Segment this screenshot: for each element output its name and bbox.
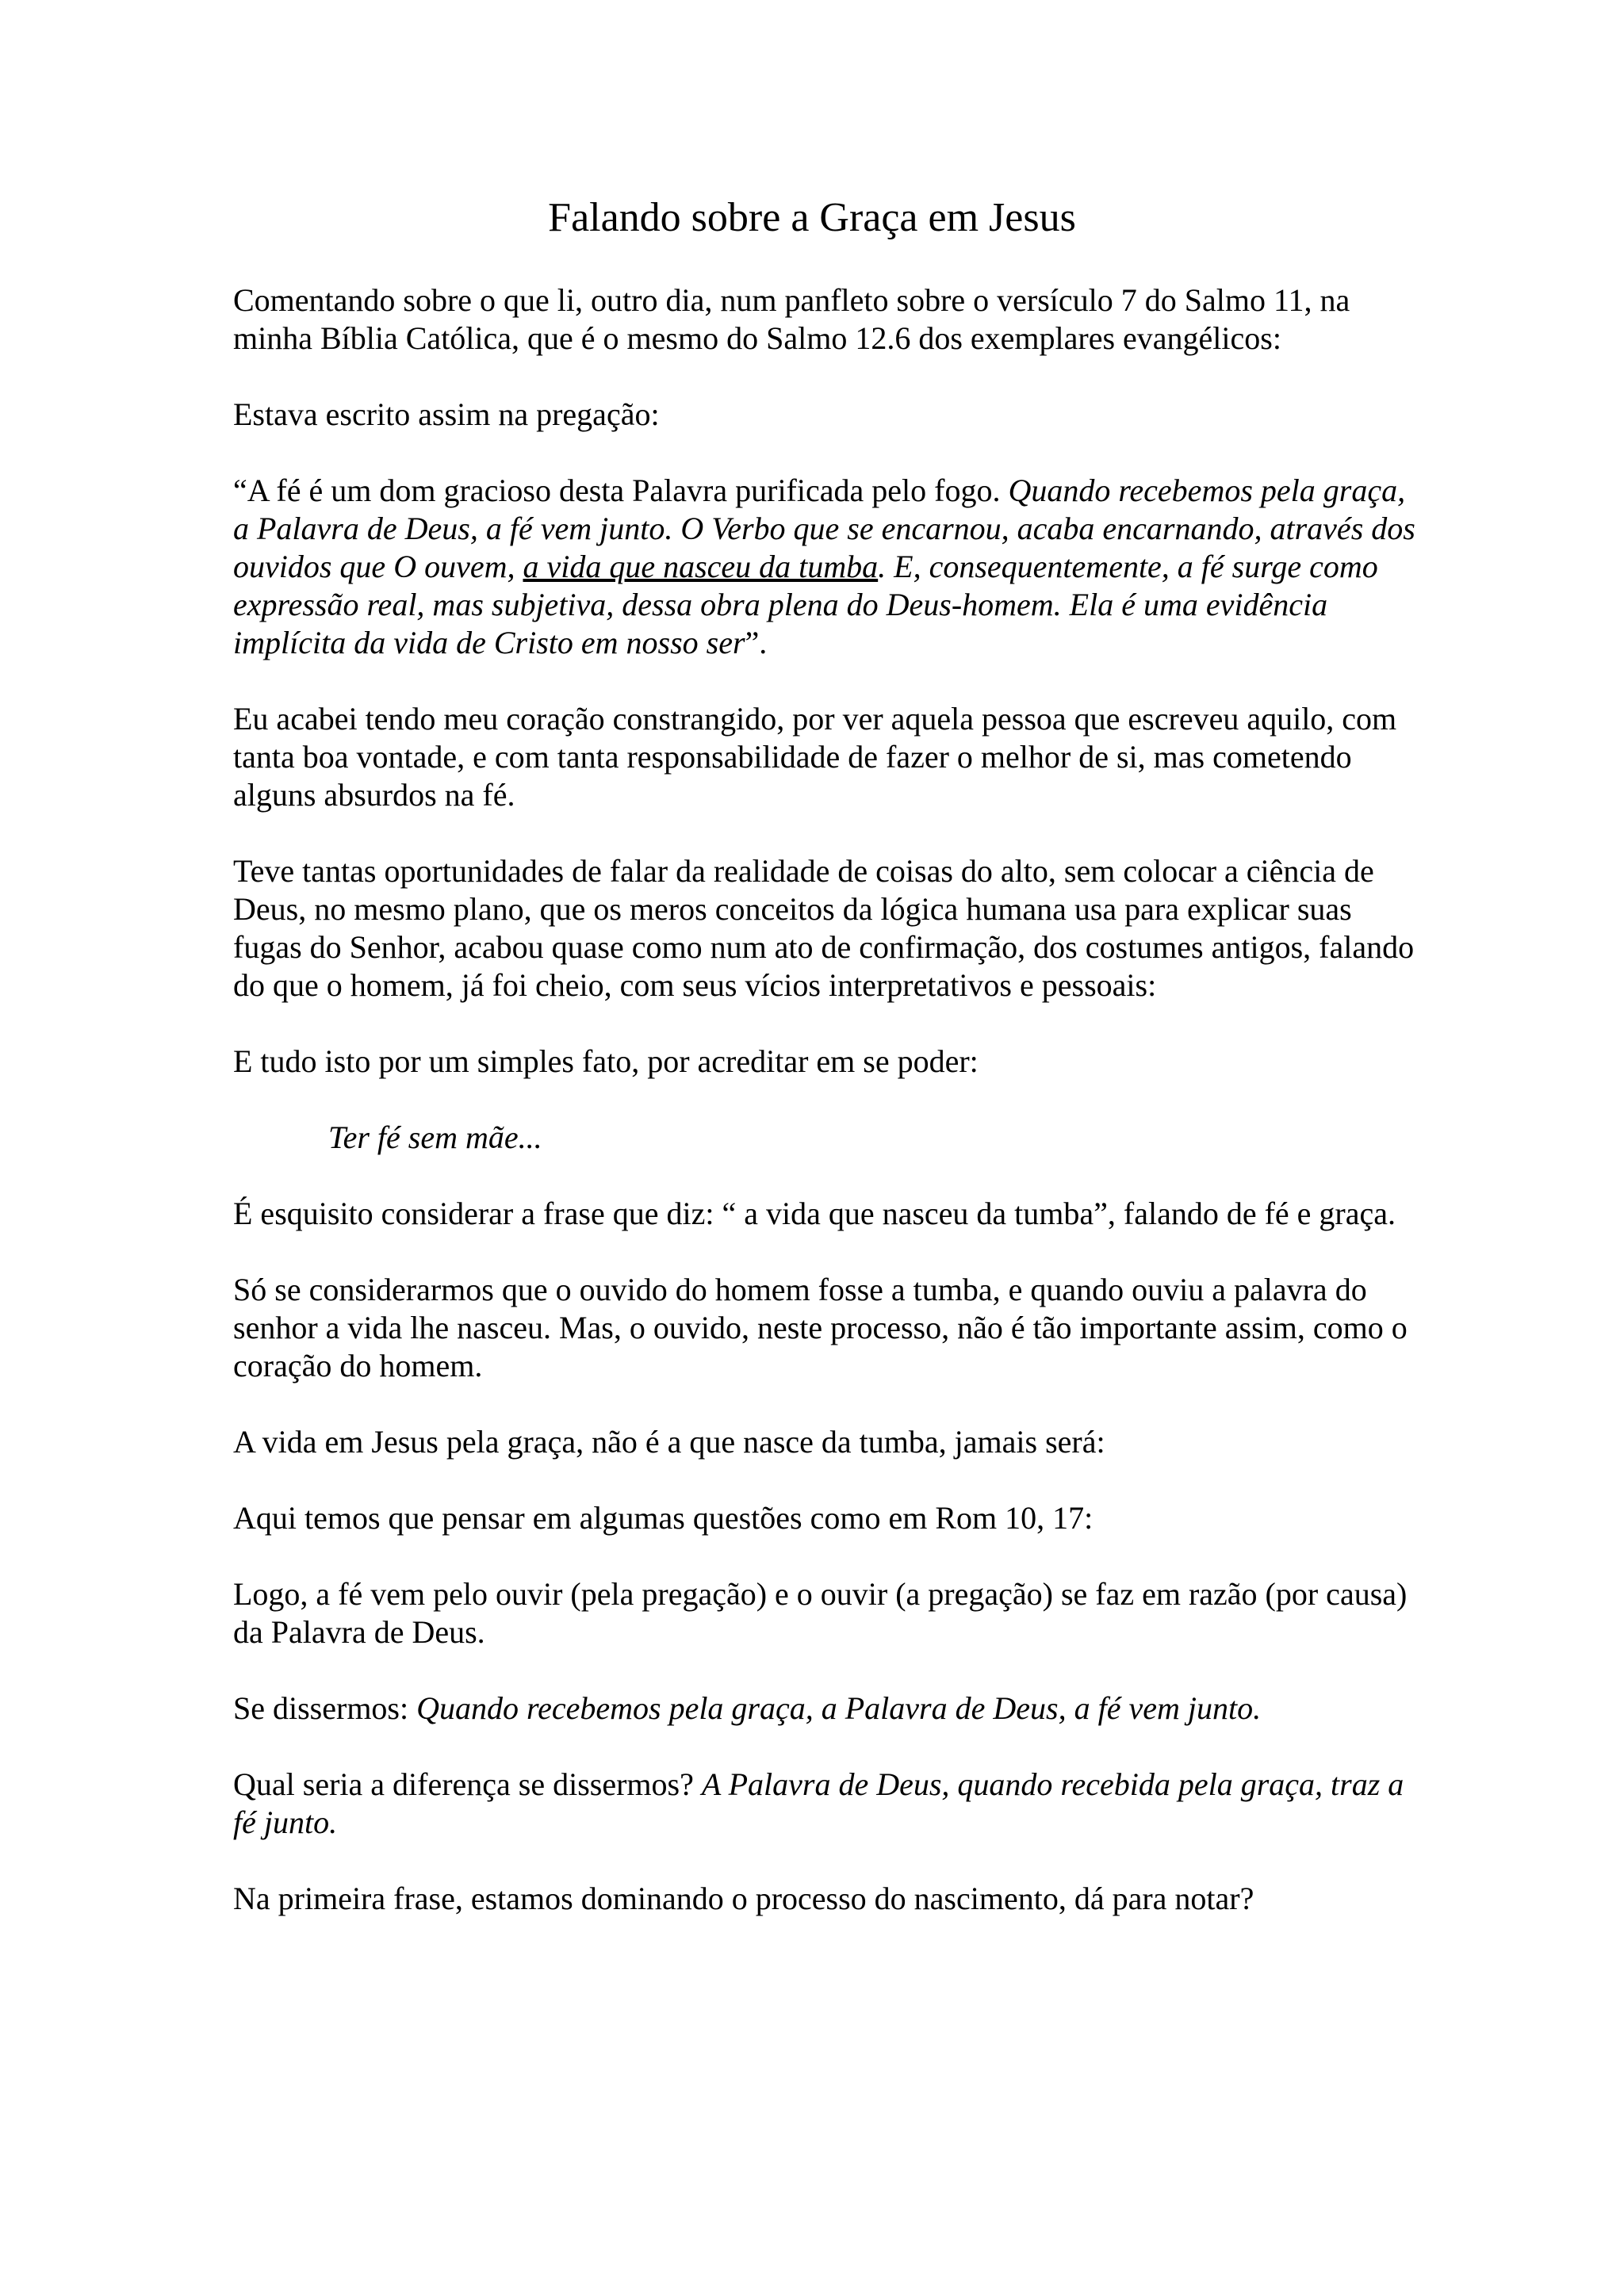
paragraph-8: É esquisito considerar a frase que diz: “ a vida que nasceu da tumba”, falando de fé e graça. [233,1196,1396,1231]
p14-plain: Qual seria a diferença se dissermos? [233,1766,702,1802]
paragraph-9: Só se considerarmos que o ouvido do homem fosse a tumba, e quando ouviu a palavra do senhor a vida lhe nasceu. Mas, o ouvido, neste processo, não é tão importante assim, como o coração do homem. [233,1272,1408,1383]
paragraph-13 [233,1689,1423,1728]
paragraph-3-quote [233,472,1423,662]
paragraph-2: Estava escrito assim na pregação: [233,396,660,432]
paragraph-15: Na primeira frase, estamos dominando o processo do nascimento, dá para notar? [233,1881,1254,1916]
quote-plain-start: “A fé é um dom gracioso desta Palavra purificada pelo fogo. [233,473,1009,508]
quote-plain-end: ”. [745,625,768,660]
paragraph-7-indented [233,1119,1423,1157]
paragraph-5: Teve tantas oportunidades de falar da realidade de coisas do alto, sem colocar a ciência de Deus, no mesmo plano, que os meros conceitos da lógica humana usa para explicar suas fugas do Senhor, acabou quase como num ato de confirmação, dos costumes antigos, falando do que o homem, já foi cheio, com seus vícios interpretativos e pessoais: [233,853,1415,1003]
quote-italic-1: Quando recebemos pela graça, a Palavra de Deus, a fé vem junto. O Verbo que se encarnou, acaba encarnando, através dos ouvidos que O ouvem, [233,473,1415,584]
p13-plain: Se dissermos: [233,1690,417,1726]
p14-italic: A Palavra de Deus, quando recebida pela graça, traz a fé junto. [233,1766,1404,1840]
paragraph-11: Aqui temos que pensar em algumas questões como em Rom 10, 17: [233,1500,1094,1536]
paragraph-1: Comentando sobre o que li, outro dia, num panfleto sobre o versículo 7 do Salmo 11, na minha Bíblia Católica, que é o mesmo do Salmo 12.6 dos exemplares evangélicos: [233,282,1350,356]
quote-underlined-phrase: a vida que nasceu da tumba [523,549,879,584]
p13-italic: Quando recebemos pela graça, a Palavra de Deus, a fé vem junto. [416,1690,1262,1726]
paragraph-14 [233,1766,1423,1842]
indented-italic-phrase: Ter fé sem mãe... [328,1119,542,1155]
document-body [233,281,1423,1956]
document-title: Falando sobre a Graça em Jesus [548,195,1076,240]
paragraph-4: Eu acabei tendo meu coração constrangido, por ver aquela pessoa que escreveu aquilo, com tanta boa vontade, e com tanta responsabilidade de fazer o melhor de si, mas cometendo alguns absurdos na fé. [233,701,1397,813]
paragraph-10: A vida em Jesus pela graça, não é a que nasce da tumba, jamais será: [233,1424,1105,1460]
quote-italic-2: . E, consequentemente, a fé surge como expressão real, mas subjetiva, dessa obra plena do Deus-homem. Ela é uma evidência implícita da vida de Cristo em nosso ser [233,549,1378,660]
paragraph-6: E tudo isto por um simples fato, por acreditar em se poder: [233,1043,979,1079]
paragraph-12: Logo, a fé vem pelo ouvir (pela pregação) e o ouvir (a pregação) se faz em razão (por causa) da Palavra de Deus. [233,1576,1408,1650]
